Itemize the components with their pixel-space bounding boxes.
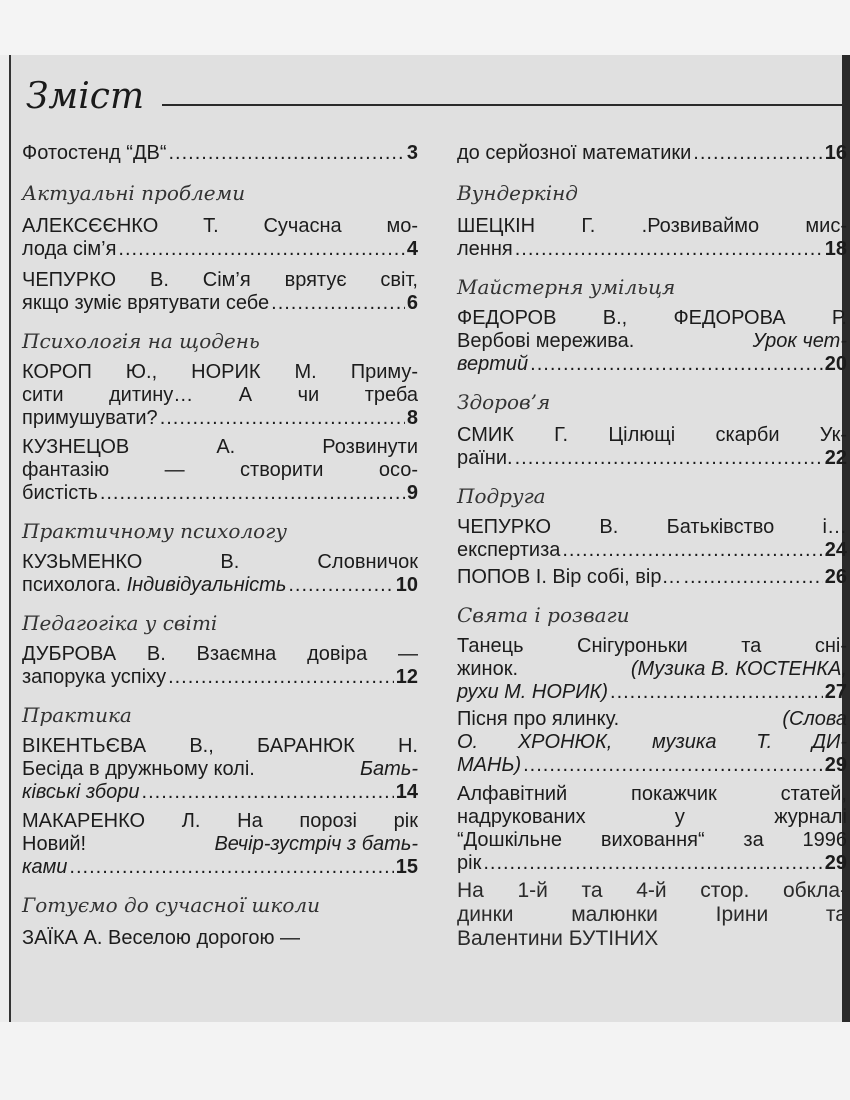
page-number: 24 [824, 539, 847, 561]
toc-right-column [457, 140, 847, 951]
page-number: 26 [824, 566, 847, 588]
section-heading: Вундеркінд [457, 181, 578, 205]
page-number: 29 [824, 852, 847, 874]
toc-entry[interactable]: Танець Снігуроньки та сні- жинок. (Музика В. КОСТЕНКА, рухи М. НОРИК) ..... 27 [457, 635, 847, 704]
toc-entry[interactable]: КУЗЬМЕНКО В. Словничок психолога. Індивідуальність ..... 10 [22, 551, 418, 597]
page-number: 20 [824, 353, 847, 375]
section-heading: Подруга [457, 484, 546, 508]
page-number: 27 [824, 681, 847, 703]
toc-entry[interactable]: КУЗНЕЦОВ А. Розвинути фантазію — створити осо- бистість ..... 9 [22, 436, 418, 505]
toc-left-column [22, 140, 418, 950]
page-number: 18 [824, 238, 847, 260]
toc-entry[interactable]: АЛЕКСЄЄНКО Т. Сучасна мо- лода сім’я ..... 4 [22, 215, 418, 261]
page-number: 16 [824, 142, 847, 164]
toc-entry[interactable]: Пісня про ялинку. (Слова О. ХРОНЮК, музика Т. ДИ- МАНЬ) ..... 29 [457, 708, 847, 777]
page-number: 12 [395, 666, 418, 688]
toc-entry[interactable]: МАКАРЕНКО Л. На порозі рік Новий! Вечір-зустріч з бать- ками ..... 15 [22, 810, 418, 879]
page-number: 22 [824, 447, 847, 469]
section-heading: Практика [22, 703, 132, 727]
page-left-border [9, 55, 11, 1022]
page-number: 6 [406, 292, 418, 314]
page-number: 29 [824, 754, 847, 776]
scan-background-top [0, 0, 850, 55]
toc-entry[interactable]: до серйозної математики ..... 16 [457, 142, 847, 165]
toc-entry[interactable]: ДУБРОВА В. Взаємна довіра — запорука успіху ..... 12 [22, 643, 418, 689]
toc-entry[interactable]: ЗАЇКА А. Веселою дорогою — [22, 927, 301, 949]
section-heading: Педагогіка у світі [22, 611, 218, 635]
page-number: 14 [395, 781, 418, 803]
page-number: 9 [406, 482, 418, 504]
title-rule [162, 104, 842, 106]
section-heading: Практичному психологу [22, 519, 287, 543]
page-number: 10 [395, 574, 418, 596]
page-title: Зміст [26, 76, 145, 117]
toc-entry[interactable]: ВІКЕНТЬЄВА В., БАРАНЮК Н. Бесіда в дружньому колі. Бать- ківські збори ..... 14 [22, 735, 418, 804]
toc-entry[interactable]: ФЕДОРОВ В., ФЕДОРОВА Р. Вербові мережива. Урок чет- вертий ..... 20 [457, 307, 847, 376]
section-heading: Здоров’я [457, 390, 551, 414]
toc-entry[interactable]: Фотостенд “ДВ“ ..... 3 [22, 142, 418, 165]
page-number: 3 [406, 142, 418, 164]
toc-entry[interactable]: СМИК Г. Цілющі скарби Ук- раїни. ..... 22 [457, 424, 847, 470]
toc-entry[interactable]: ЧЕПУРКО В. Сім’я врятує світ, якщо зуміє врятувати себе ..... 6 [22, 269, 418, 315]
toc-entry[interactable]: ЧЕПУРКО В. Батьківство і… експертиза ..... 24 [457, 516, 847, 562]
toc-entry[interactable]: ПОПОВ І. Вір собі, вір… ..... 26 [457, 566, 847, 589]
toc-entry[interactable]: Алфавітний покажчик статей, надрукованих у журналі “Дошкільне виховання“ за 1996 рік ..... 29 [457, 783, 847, 875]
section-heading: Готуємо до сучасної школи [22, 893, 320, 917]
scan-background-bottom [0, 1022, 850, 1100]
page-number: 8 [406, 407, 418, 429]
toc-entry[interactable]: КОРОП Ю., НОРИК М. Приму- сити дитину… А чи треба примушувати? ..... 8 [22, 361, 418, 430]
section-heading: Актуальні проблеми [22, 181, 246, 205]
cover-credits-note: На 1-й та 4-й стор. обкла- динки малюнки Ірини та Валентини БУТІНИХ [457, 879, 847, 950]
section-heading: Свята і розваги [457, 603, 630, 627]
section-heading: Майстерня умільця [457, 275, 676, 299]
toc-entry[interactable]: ШЕЦКІН Г. .Розвиваймо мис- лення ..... 18 [457, 215, 847, 261]
section-heading: Психологія на щодень [22, 329, 260, 353]
page-number: 4 [406, 238, 418, 260]
page-number: 15 [395, 856, 418, 878]
